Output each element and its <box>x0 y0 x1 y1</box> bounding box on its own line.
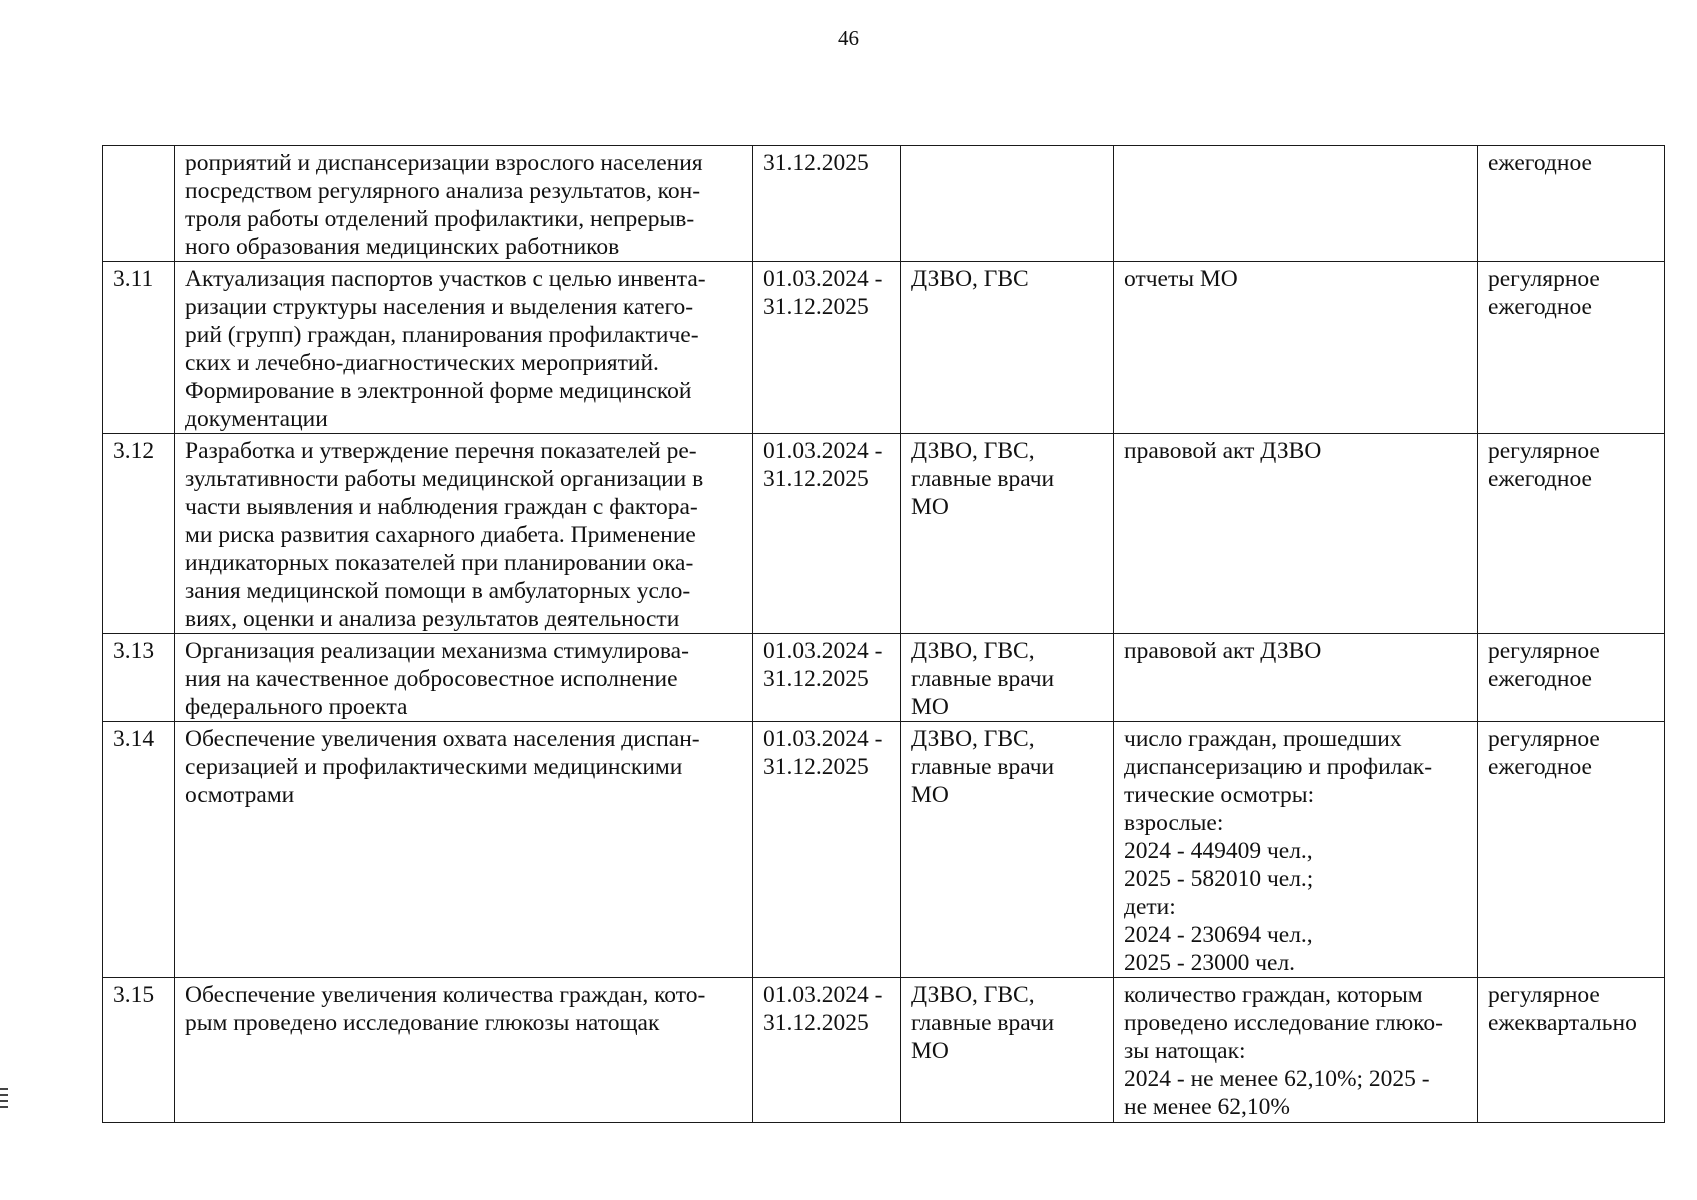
cell-text-line: ДЗВО, ГВС, <box>911 438 1035 464</box>
activity-cell <box>175 146 753 262</box>
cell-text-line: МО <box>911 1038 949 1064</box>
frequency-cell <box>1478 978 1665 1123</box>
cell-text-line: Обеспечение увеличения количества граждан, кото- <box>185 982 706 1008</box>
cell-text-line: 31.12.2025 <box>763 754 869 780</box>
cell-text-line: 31.12.2025 <box>763 666 869 692</box>
table-row <box>103 722 1665 978</box>
cell-text-line: Организация реализации механизма стимулирова- <box>185 638 689 664</box>
responsible-cell <box>901 722 1114 978</box>
activity-cell <box>175 262 753 434</box>
cell-text-line: ежегодное <box>1488 666 1592 692</box>
item-number: 3.11 <box>113 266 154 292</box>
frequency-cell <box>1478 722 1665 978</box>
cell-text-line: МО <box>911 694 949 720</box>
frequency-cell <box>1478 262 1665 434</box>
cell-text-line: 2024 - 230694 чел., <box>1124 922 1313 948</box>
cell-text-line: количество граждан, которым <box>1124 982 1423 1008</box>
item-number: 3.12 <box>113 438 155 464</box>
cell-text-line: ДЗВО, ГВС, <box>911 726 1035 752</box>
activity-cell <box>175 978 753 1123</box>
cell-text-line: ДЗВО, ГВС <box>911 266 1029 292</box>
cell-text-line: ежегодное <box>1488 150 1592 176</box>
cell-text-line: ежеквартально <box>1488 1010 1637 1036</box>
activities-table <box>102 145 1665 1123</box>
cell-text-line: Формирование в электронной форме медицинской <box>185 378 692 404</box>
cell-text-line: отчеты МО <box>1124 266 1238 292</box>
item-number: 3.14 <box>113 726 155 752</box>
result-cell <box>1114 978 1478 1123</box>
cell-text-line: части выявления и наблюдения граждан с фактора- <box>185 494 698 520</box>
cell-text-line: виях, оценки и анализа результатов деятельности <box>185 606 680 632</box>
cell-text-line: ежегодное <box>1488 466 1592 492</box>
cell-text-line: 01.03.2024 - <box>763 438 883 464</box>
scan-artifact-mark <box>0 1106 8 1108</box>
cell-text-line: серизацией и профилактическими медицинскими <box>185 754 683 780</box>
cell-text-line: 01.03.2024 - <box>763 982 883 1008</box>
frequency-cell <box>1478 434 1665 634</box>
cell-text-line: регулярное <box>1488 438 1600 464</box>
cell-text-line: федерального проекта <box>185 694 408 720</box>
cell-text-line: троля работы отделений профилактики, непрерыв- <box>185 206 695 232</box>
frequency-cell <box>1478 146 1665 262</box>
cell-text-line: главные врачи <box>911 1010 1055 1036</box>
cell-text-line: ежегодное <box>1488 294 1592 320</box>
responsible-cell <box>901 262 1114 434</box>
table-row <box>103 146 1665 262</box>
cell-text-line: число граждан, прошедших <box>1124 726 1402 752</box>
dates-cell <box>753 146 901 262</box>
cell-text-line: регулярное <box>1488 638 1600 664</box>
cell-text-line: правовой акт ДЗВО <box>1124 638 1322 664</box>
cell-text-line: зания медицинской помощи в амбулаторных усло- <box>185 578 691 604</box>
cell-text-line: роприятий и диспансеризации взрослого населения <box>185 150 703 176</box>
table-row <box>103 434 1665 634</box>
cell-text-line: 2025 - 23000 чел. <box>1124 950 1296 976</box>
item-number: 3.13 <box>113 638 155 664</box>
scan-artifact-mark <box>0 1088 8 1090</box>
responsible-cell <box>901 434 1114 634</box>
cell-text-line: дети: <box>1124 894 1176 920</box>
cell-text-line: Обеспечение увеличения охвата населения диспан- <box>185 726 700 752</box>
cell-text-line: зы натощак: <box>1124 1038 1246 1064</box>
responsible-cell <box>901 634 1114 722</box>
cell-text-line: осмотрами <box>185 782 295 808</box>
cell-text-line: Актуализация паспортов участков с целью инвента- <box>185 266 706 292</box>
cell-text-line: регулярное <box>1488 982 1600 1008</box>
item-number-cell <box>103 722 175 978</box>
table-row <box>103 262 1665 434</box>
frequency-cell <box>1478 634 1665 722</box>
cell-text-line: зультативности работы медицинской организации в <box>185 466 704 492</box>
cell-text-line: тические осмотры: <box>1124 782 1315 808</box>
dates-cell <box>753 978 901 1123</box>
dates-cell <box>753 262 901 434</box>
cell-text-line: ДЗВО, ГВС, <box>911 638 1035 664</box>
cell-text-line: диспансеризацию и профилак- <box>1124 754 1433 780</box>
dates-cell <box>753 434 901 634</box>
page-number: 46 <box>838 26 859 50</box>
cell-text-line: посредством регулярного анализа результатов, кон- <box>185 178 701 204</box>
cell-text-line: 31.12.2025 <box>763 466 869 492</box>
cell-text-line: регулярное <box>1488 726 1600 752</box>
cell-text-line: 31.12.2025 <box>763 150 869 176</box>
cell-text-line: взрослые: <box>1124 810 1224 836</box>
cell-text-line: 2024 - не менее 62,10%; 2025 - <box>1124 1066 1430 1092</box>
result-cell <box>1114 722 1478 978</box>
cell-text-line: 01.03.2024 - <box>763 726 883 752</box>
cell-text-line: 2024 - 449409 чел., <box>1124 838 1313 864</box>
table-row <box>103 634 1665 722</box>
cell-text-line: 31.12.2025 <box>763 294 869 320</box>
cell-text-line: ризации структуры населения и выделения катего- <box>185 294 694 320</box>
cell-text-line: главные врачи <box>911 754 1055 780</box>
cell-text-line: 01.03.2024 - <box>763 266 883 292</box>
cell-text-line: индикаторных показателей при планировании ока- <box>185 550 694 576</box>
result-cell <box>1114 434 1478 634</box>
item-number-cell <box>103 434 175 634</box>
cell-text-line: МО <box>911 494 949 520</box>
dates-cell <box>753 722 901 978</box>
cell-text-line: не менее 62,10% <box>1124 1094 1290 1120</box>
dates-cell <box>753 634 901 722</box>
cell-text-line: ния на качественное добросовестное исполнение <box>185 666 678 692</box>
result-cell <box>1114 634 1478 722</box>
cell-text-line: ного образования медицинских работников <box>185 234 620 260</box>
cell-text-line: правовой акт ДЗВО <box>1124 438 1322 464</box>
cell-text-line: проведено исследование глюко- <box>1124 1010 1443 1036</box>
scan-artifact-mark <box>0 1100 8 1102</box>
responsible-cell <box>901 978 1114 1123</box>
cell-text-line: документации <box>185 406 328 432</box>
result-cell <box>1114 262 1478 434</box>
cell-text-line: ДЗВО, ГВС, <box>911 982 1035 1008</box>
cell-text-line: 31.12.2025 <box>763 1010 869 1036</box>
cell-text-line: Разработка и утверждение перечня показателей ре- <box>185 438 697 464</box>
result-cell <box>1114 146 1478 262</box>
cell-text-line: 01.03.2024 - <box>763 638 883 664</box>
scan-artifact-mark <box>0 1094 8 1096</box>
cell-text-line: главные врачи <box>911 466 1055 492</box>
cell-text-line: 2025 - 582010 чел.; <box>1124 866 1314 892</box>
activity-cell <box>175 722 753 978</box>
table-row <box>103 978 1665 1123</box>
item-number-cell <box>103 146 175 262</box>
item-number-cell <box>103 634 175 722</box>
responsible-cell <box>901 146 1114 262</box>
cell-text-line: ежегодное <box>1488 754 1592 780</box>
cell-text-line: рым проведено исследование глюкозы натощак <box>185 1010 660 1036</box>
item-number-cell <box>103 978 175 1123</box>
activity-cell <box>175 434 753 634</box>
item-number: 3.15 <box>113 982 155 1008</box>
activity-cell <box>175 634 753 722</box>
cell-text-line: рий (групп) граждан, планирования профилактиче- <box>185 322 699 348</box>
cell-text-line: главные врачи <box>911 666 1055 692</box>
item-number-cell <box>103 262 175 434</box>
cell-text-line: ских и лечебно-диагностических мероприятий. <box>185 350 659 376</box>
cell-text-line: ми риска развития сахарного диабета. Применение <box>185 522 696 548</box>
cell-text-line: МО <box>911 782 949 808</box>
cell-text-line: регулярное <box>1488 266 1600 292</box>
